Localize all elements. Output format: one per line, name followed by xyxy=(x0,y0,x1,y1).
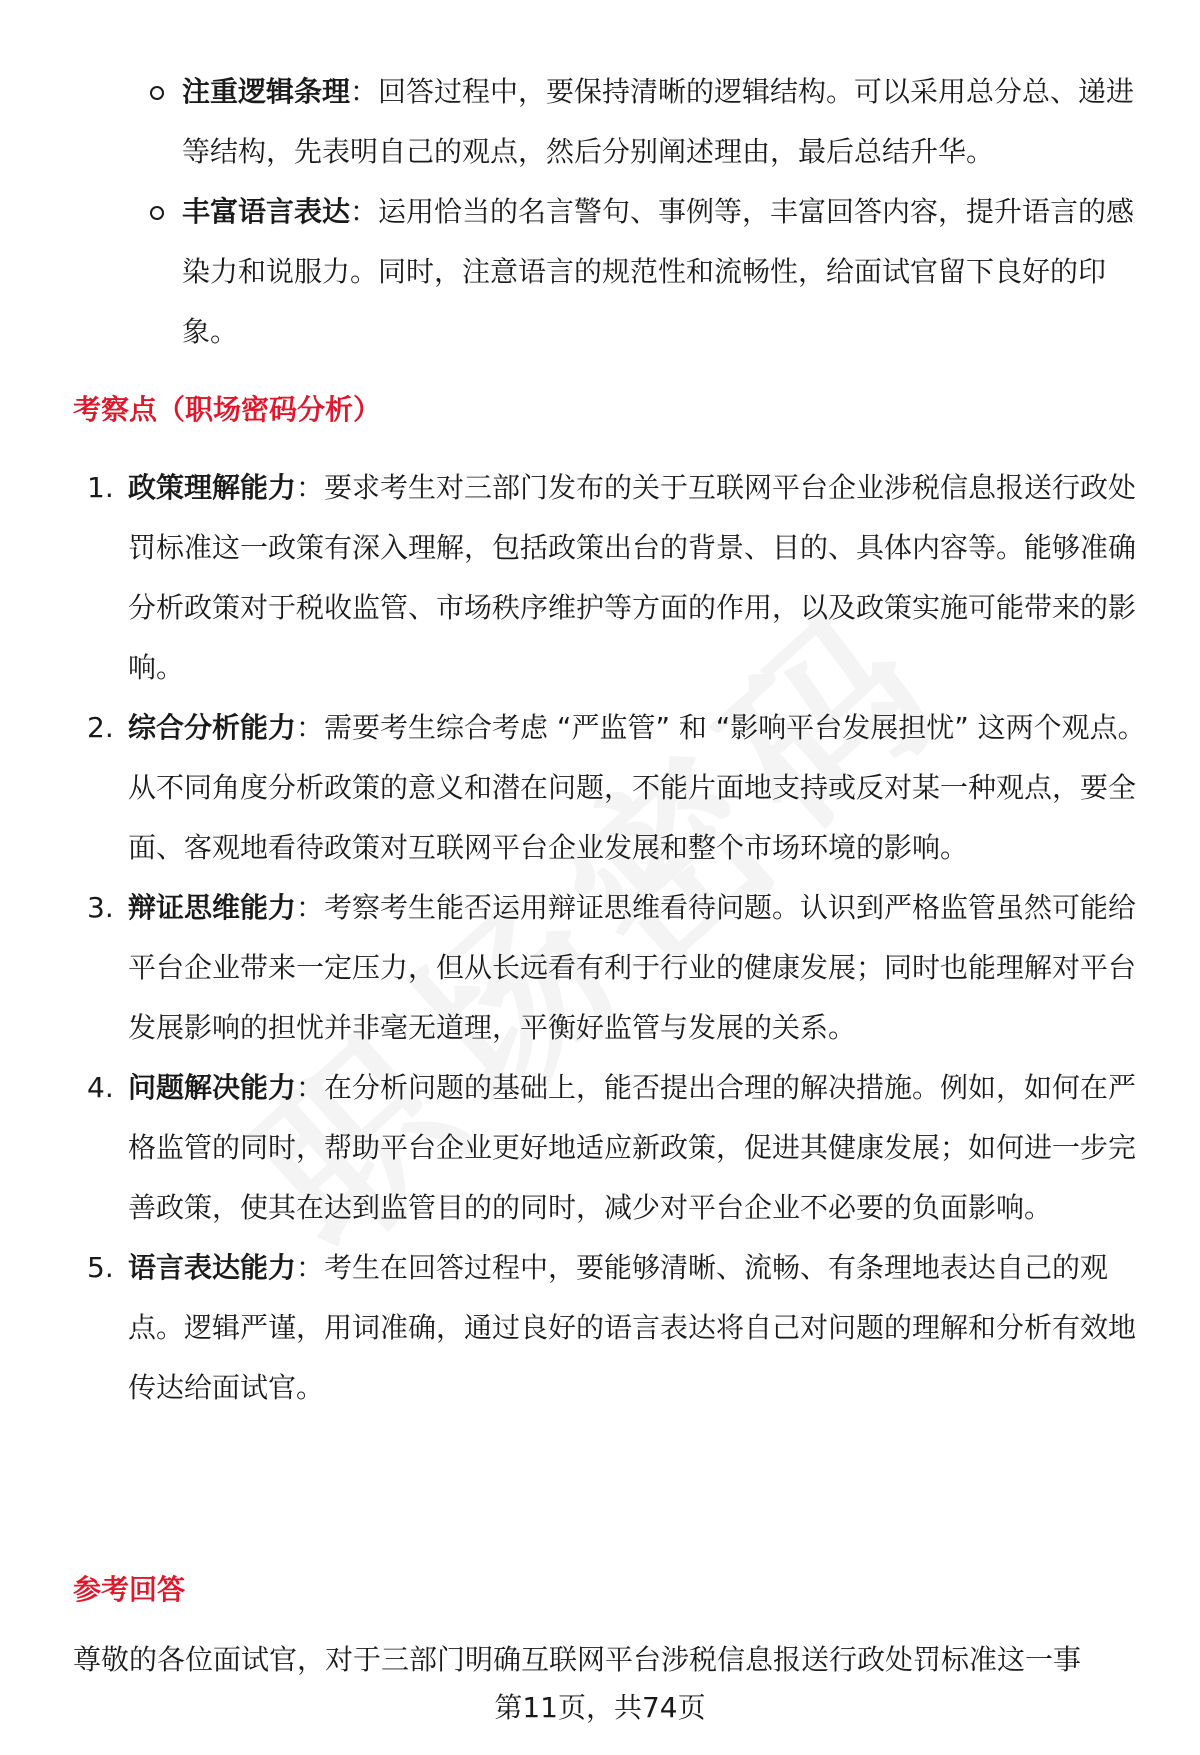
list-item xyxy=(150,62,1150,182)
item-text: 在分析问题的基础上，能否提出合理的解决措施。例如，如何在严格监管的同时，帮助平台企业更好地适应新政策，促进其健康发展；如何进一步完善政策，使其在达到监管目的的同时，减少对平台企业不必要的负面影响。 xyxy=(128,1071,1137,1224)
item-text: 考察考生能否运用辩证思维看待问题。认识到严格监管虽然可能给平台企业带来一定压力，但从长远看有利于行业的健康发展；同时也能理解对平台发展影响的担忧并非毫无道理，平衡好监管与发展的关系。 xyxy=(128,891,1137,1044)
list-item xyxy=(73,1058,1153,1238)
item-text: 考生在回答过程中，要能够清晰、流畅、有条理地表达自己的观点。逻辑严谨，用词准确，通过良好的语言表达将自己对问题的理解和分析有效地传达给面试官。 xyxy=(128,1251,1137,1404)
item-title: 综合分析能力 xyxy=(128,711,297,744)
item-number: 2. xyxy=(87,711,114,744)
section-heading: 参考回答 xyxy=(73,1573,186,1606)
section-heading: 考察点（职场密码分析） xyxy=(73,393,382,426)
item-text: 回答过程中，要保持清晰的逻辑结构。可以采用总分总、递进等结构，先表明自己的观点，然后分别阐述理由，最后总结升华。 xyxy=(182,75,1135,168)
item-title: 语言表达能力 xyxy=(128,1251,297,1284)
list-item xyxy=(73,698,1153,878)
item-text: 要求考生对三部门发布的关于互联网平台企业涉税信息报送行政处罚标准这一政策有深入理解，包括政策出台的背景、目的、具体内容等。能够准确分析政策对于税收监管、市场秩序维护等方面的作用，以及政策实施可能带来的影响。 xyxy=(128,471,1137,684)
item-title: 丰富语言表达 xyxy=(182,195,351,228)
item-title: 政策理解能力 xyxy=(128,471,297,504)
item-number: 5. xyxy=(87,1251,114,1284)
item-title: 问题解决能力 xyxy=(128,1071,297,1104)
item-text: 需要考生综合考虑 “严监管” 和 “影响平台发展担忧” 这两个观点。从不同角度分析政策的意义和潜在问题，不能片面地支持或反对某一种观点，要全面、客观地看待政策对互联网平台企业发展和整个市场环境的影响。 xyxy=(128,711,1146,864)
page-footer: 第11页，共74页 xyxy=(494,1691,706,1724)
item-separator: ： xyxy=(350,195,379,228)
item-title: 注重逻辑条理 xyxy=(182,75,351,108)
list-item xyxy=(73,1238,1153,1418)
item-separator: ： xyxy=(296,471,325,504)
item-separator: ： xyxy=(296,1251,325,1284)
item-title: 辩证思维能力 xyxy=(128,891,297,924)
circle-bullet-icon xyxy=(150,86,164,100)
list-item xyxy=(150,182,1150,362)
item-separator: ： xyxy=(350,75,379,108)
list-item xyxy=(73,458,1153,698)
item-separator: ： xyxy=(296,1071,325,1104)
answer-paragraph: 尊敬的各位面试官，对于三部门明确互联网平台涉税信息报送行政处罚标准这一事 xyxy=(73,1643,1082,1676)
numbered-list xyxy=(73,458,1153,1418)
bullet-sublist xyxy=(150,62,1150,362)
item-number: 1. xyxy=(87,471,114,504)
list-item xyxy=(73,878,1153,1058)
circle-bullet-icon xyxy=(150,206,164,220)
item-number: 4. xyxy=(87,1071,114,1104)
item-number: 3. xyxy=(87,891,114,924)
item-separator: ： xyxy=(296,711,325,744)
item-separator: ： xyxy=(296,891,325,924)
item-text: 运用恰当的名言警句、事例等，丰富回答内容，提升语言的感染力和说服力。同时，注意语言的规范性和流畅性，给面试官留下良好的印象。 xyxy=(182,195,1135,348)
